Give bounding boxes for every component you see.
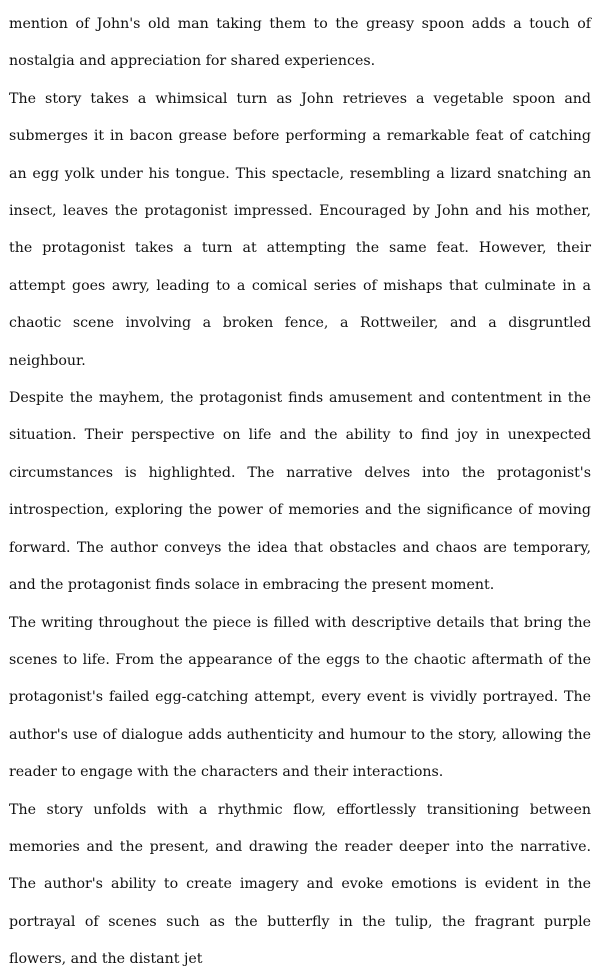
paragraph-4: The writing throughout the piece is filled with descriptive details that bring the scenes to life. From the appearance of the eggs to the chaotic aftermath of the protagonist's failed egg-catching attempt, every event is vividly portrayed. The author's use of dialogue adds authenticity and humour to the story, allowing the reader to engage with the characters and their interactions. xyxy=(9,614,591,781)
paragraph-1: mention of John's old man taking them to the greasy spoon adds a touch of nostalgia and appreciation for shared experiences. xyxy=(9,16,591,70)
paragraph-2: The story takes a whimsical turn as John retrieves a vegetable spoon and submerges it in bacon grease before performing a remarkable feat of catching an egg yolk under his tongue. This spectacle, resembling a lizard snatching an insect, leaves the protagonist impressed. Encouraged by John and his mother, the protagonist takes a turn at attempting the same feat. However, their attempt goes awry, leading to a comical series of mishaps that culminate in a chaotic scene involving a broken fence, a Rottweiler, and a disgruntled neighbour. xyxy=(9,90,591,369)
paragraph-5: The story unfolds with a rhythmic flow, effortlessly transitioning between memories and the present, and drawing the reader deeper into the narrative. The author's ability to create imagery and evoke emotions is evident in the portrayal of scenes such as the butterfly in the tulip, the fragrant purple flowers, and the distant jet xyxy=(9,801,591,968)
paragraph-3: Despite the mayhem, the protagonist finds amusement and contentment in the situation. Their perspective on life and the ability to find joy in unexpected circumstances is highlighted. The narrative delves into the protagonist's introspection, exploring the power of memories and the significance of moving forward. The author conveys the idea that obstacles and chaos are temporary, and the protagonist finds solace in embracing the present moment. xyxy=(9,390,591,594)
